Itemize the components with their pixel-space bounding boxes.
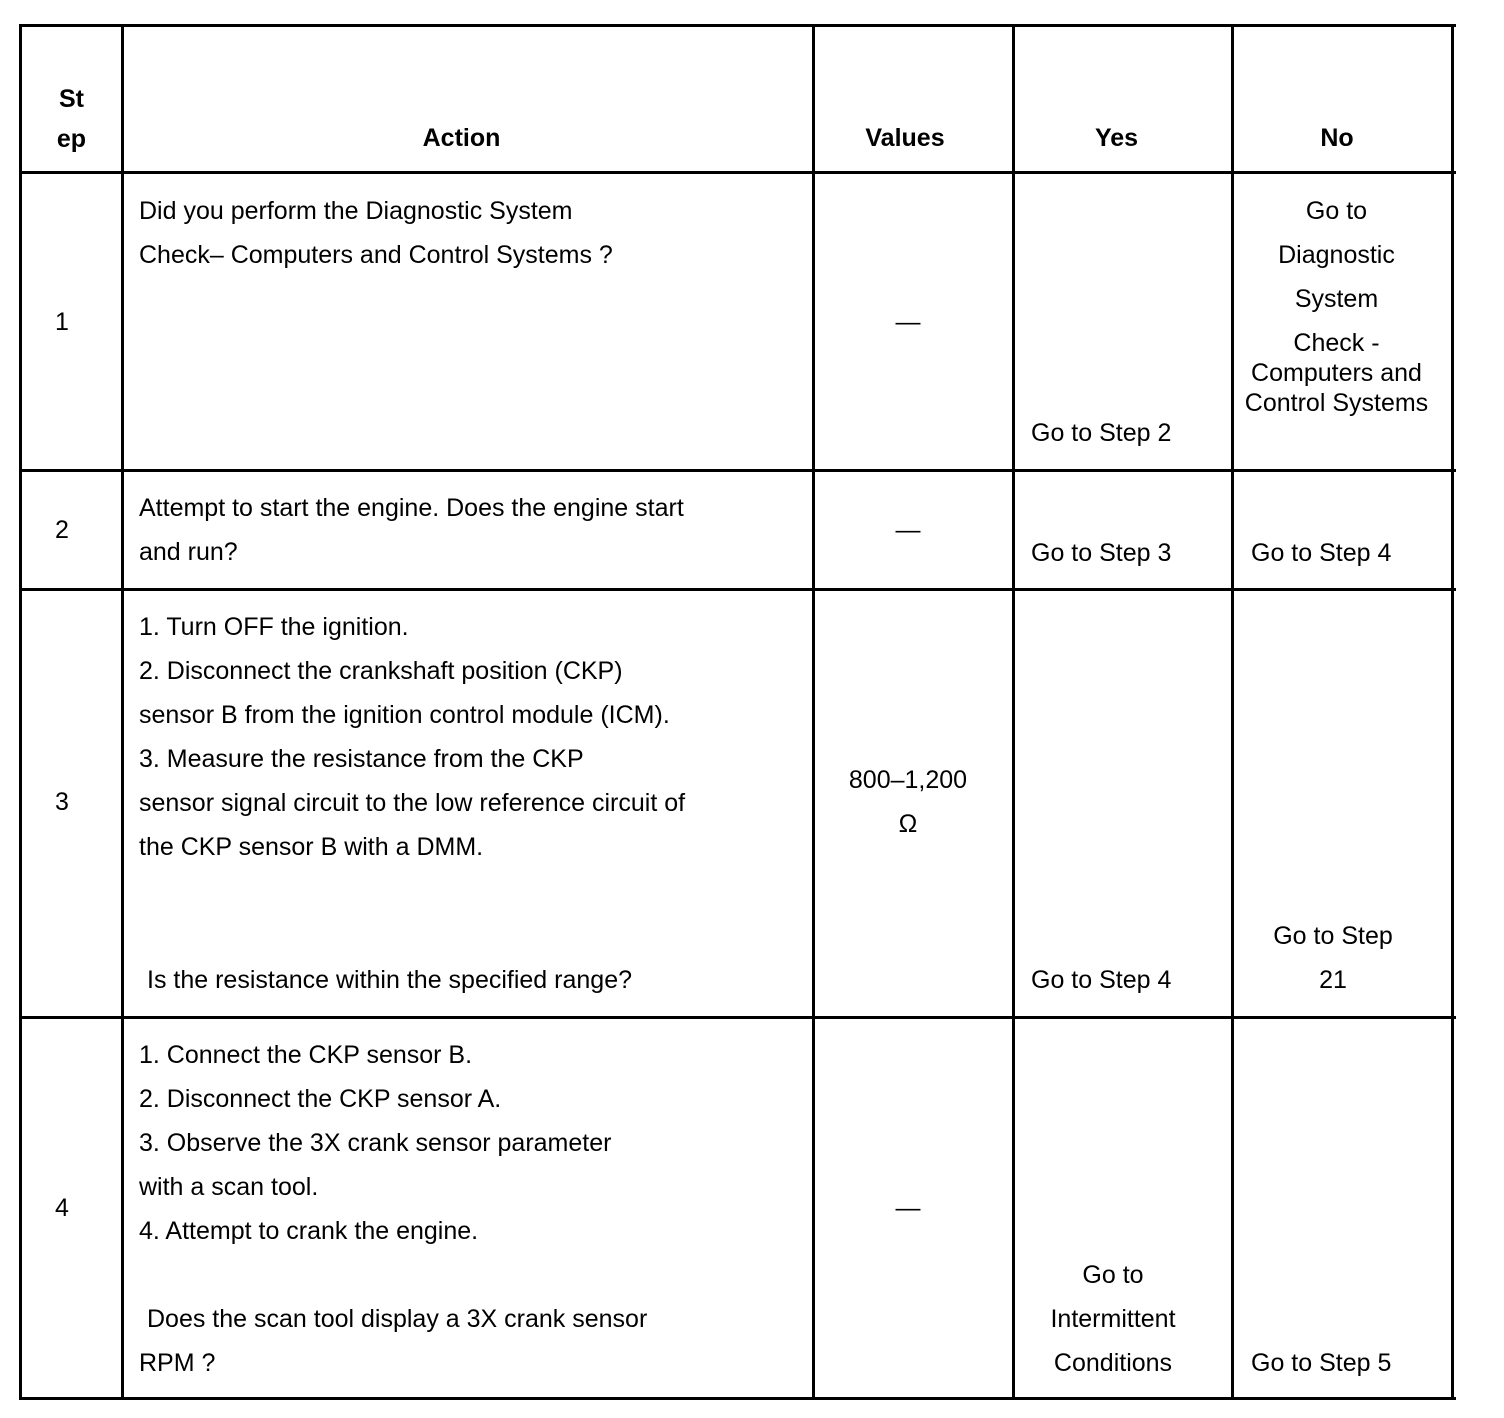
col-divider-values [1012,24,1015,1400]
step-number: 2 [55,516,69,544]
header-divider [19,171,1456,174]
table-border-left [19,24,22,1400]
no-line: Go to [1305,197,1368,225]
action-text [139,605,685,869]
question-line: Does the scan tool display a 3X crank sensor [147,1305,648,1333]
action-line: sensor signal circuit to the low reference circuit of [139,789,686,817]
header-values: Values [865,124,945,152]
header-step-line1: St [59,85,84,113]
action-line: 1. Turn OFF the ignition. [139,613,409,641]
yes-text [1015,1253,1211,1385]
table-border-right [1451,24,1454,1400]
step-number: 3 [55,788,69,816]
action-line: 3. Observe the 3X crank sensor parameter [139,1129,612,1157]
no-text: Go to Step 4 [1251,539,1392,567]
value-text: — [895,308,921,336]
action-line: sensor B from the ignition control module (ICM). [139,701,670,729]
yes-line: Intermittent [1050,1305,1176,1333]
action-line: Check– Computers and Control Systems ? [139,241,613,269]
no-line: 21 [1319,966,1347,994]
row-divider-3 [19,1016,1456,1019]
value-line: Ω [898,810,918,838]
action-line: Attempt to start the engine. Does the engine start [139,494,684,522]
action-line: 4. Attempt to crank the engine. [139,1217,479,1245]
action-line: 2. Disconnect the crankshaft position (CKP) [139,657,623,685]
action-line: 2. Disconnect the CKP sensor A. [139,1085,502,1113]
col-divider-step [121,24,124,1400]
action-line: and run? [139,538,238,566]
value-text [815,758,1001,846]
no-line: Go to Step [1273,922,1393,950]
no-text [1234,189,1439,418]
row-divider-1 [19,469,1456,472]
header-action: Action [422,124,501,152]
value-line: 800–1,200 [848,766,968,794]
action-line: 1. Connect the CKP sensor B. [139,1041,473,1069]
no-text: Go to Step 5 [1251,1349,1392,1377]
value-text: — [895,1194,921,1222]
question-text [139,1297,647,1385]
step-number: 4 [55,1194,69,1222]
header-yes: Yes [1094,124,1139,152]
question-line: RPM ? [139,1349,216,1377]
yes-text: Go to Step 2 [1031,419,1172,447]
value-text: — [895,516,921,544]
no-line: Check - [1293,329,1380,357]
yes-line: Conditions [1053,1349,1173,1377]
table-border-top [19,24,1456,27]
yes-line: Go to [1082,1261,1144,1289]
action-text [139,189,613,277]
action-text [139,486,684,574]
header-step-line2: ep [56,125,87,153]
yes-text: Go to Step 3 [1031,539,1172,567]
action-line: with a scan tool. [139,1173,319,1201]
question-text: Is the resistance within the specified range? [147,966,632,994]
no-text [1234,914,1432,1002]
header-step [22,79,121,159]
yes-text: Go to Step 4 [1031,966,1172,994]
no-line: System [1294,285,1379,313]
action-line: the CKP sensor B with a DMM. [139,833,484,861]
no-line: Control Systems [1244,389,1429,417]
step-number: 1 [55,308,69,336]
row-divider-2 [19,588,1456,591]
action-line: Did you perform the Diagnostic System [139,197,573,225]
action-line: 3. Measure the resistance from the CKP [139,745,584,773]
no-line: Computers and [1251,359,1422,387]
header-no: No [1320,124,1354,152]
table-border-bottom [19,1397,1456,1400]
action-text [139,1033,611,1253]
no-line: Diagnostic [1278,241,1395,269]
